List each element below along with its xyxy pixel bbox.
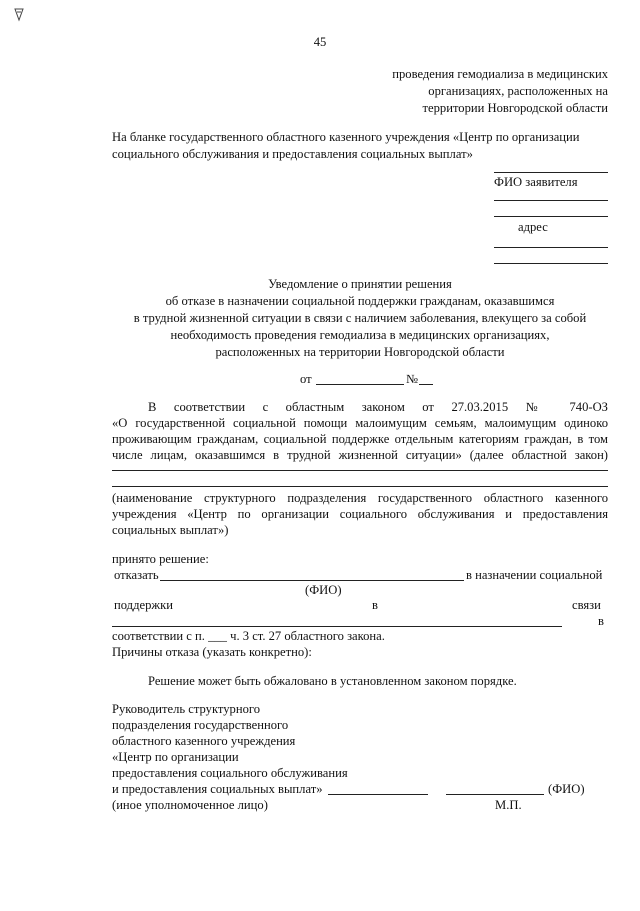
connection-label: связи <box>572 598 601 612</box>
page-number: 45 <box>313 35 327 49</box>
signatory-line: предоставления социального обслуживания <box>112 766 348 780</box>
blank-line <box>112 470 608 471</box>
appendix-header-line: территории Новгородской области <box>422 101 608 115</box>
number-blank-line <box>419 384 433 385</box>
name-line <box>446 794 544 795</box>
applicant-fio-label: ФИО заявителя <box>494 175 578 189</box>
signatory-line: и предоставления социальных выплат» <box>112 782 323 796</box>
in-label: в <box>372 598 378 612</box>
accordance-text: соответствии с п. ___ ч. 3 ст. 27 областного закона. <box>112 629 385 643</box>
signature-line <box>328 794 428 795</box>
reasons-label: Причины отказа (указать конкретно): <box>112 645 312 659</box>
signature-fio-label: (ФИО) <box>548 782 585 796</box>
subdivision-hint-line: социальных выплат») <box>112 523 229 537</box>
document-title-line: об отказе в назначении социальной поддержки гражданам, оказавшимся <box>165 294 555 308</box>
body-line: В соответствии с областным законом от 27.03.2015 № 740-ОЗ <box>148 400 608 414</box>
appendix-header-line: организациях, расположенных на <box>428 84 608 98</box>
decision-label: принято решение: <box>112 552 209 566</box>
date-from-label: от <box>300 372 312 386</box>
refuse-label: отказать <box>114 568 159 582</box>
support-label: поддержки <box>114 598 173 612</box>
body-line: «О государственной социальной помощи малоимущим семьям, малоимущим одиноко <box>112 416 608 430</box>
subdivision-hint-line: (наименование структурного подразделения государственного областного казенного <box>112 491 608 505</box>
blank-note-line: социального обслуживания и предоставления социальных выплат» <box>112 147 473 161</box>
appeal-text: Решение может быть обжаловано в установленном законом порядке. <box>148 674 517 688</box>
refuse-fio-line <box>160 580 464 581</box>
scan-mark-icon <box>14 8 24 22</box>
connection-blank-line <box>112 626 562 627</box>
date-blank-line <box>316 384 404 385</box>
address-line <box>494 263 608 264</box>
in-label-2: в <box>598 614 604 628</box>
other-official-label: (иное уполномоченное лицо) <box>112 798 268 812</box>
body-line: числе лицам, оказавшимся в трудной жизненной ситуации» (далее областной закон) <box>112 448 608 462</box>
signatory-line: «Центр по организации <box>112 750 239 764</box>
signatory-line: областного казенного учреждения <box>112 734 296 748</box>
blank-line <box>112 486 608 487</box>
document-title-line: расположенных на территории Новгородской области <box>215 345 505 359</box>
document-title-line: необходимость проведения гемодиализа в медицинских организациях, <box>170 328 550 342</box>
applicant-fio-line <box>494 172 608 173</box>
signatory-line: подразделения государственного <box>112 718 289 732</box>
document-title-line: Уведомление о принятии решения <box>268 277 452 291</box>
stamp-label: М.П. <box>495 798 522 812</box>
appendix-header-line: проведения гемодиализа в медицинских <box>392 67 608 81</box>
subdivision-hint-line: учреждения «Центр по организации социального обслуживания и предоставления <box>112 507 608 521</box>
applicant-line <box>494 216 608 217</box>
number-label: № <box>406 372 419 386</box>
fio-hint: (ФИО) <box>305 583 342 597</box>
applicant-address-label: адрес <box>518 220 548 234</box>
body-line: проживающим гражданам, социальной поддержке отдельным категориям граждан, в том <box>112 432 608 446</box>
applicant-line <box>494 200 608 201</box>
address-line <box>494 247 608 248</box>
signatory-line: Руководитель структурного <box>112 702 261 716</box>
document-title-line: в трудной жизненной ситуации в связи с наличием заболевания, влекущего за собой <box>133 311 587 325</box>
assign-label: в назначении социальной <box>466 568 603 582</box>
blank-note-line: На бланке государственного областного казенного учреждения «Центр по организации <box>112 130 580 144</box>
